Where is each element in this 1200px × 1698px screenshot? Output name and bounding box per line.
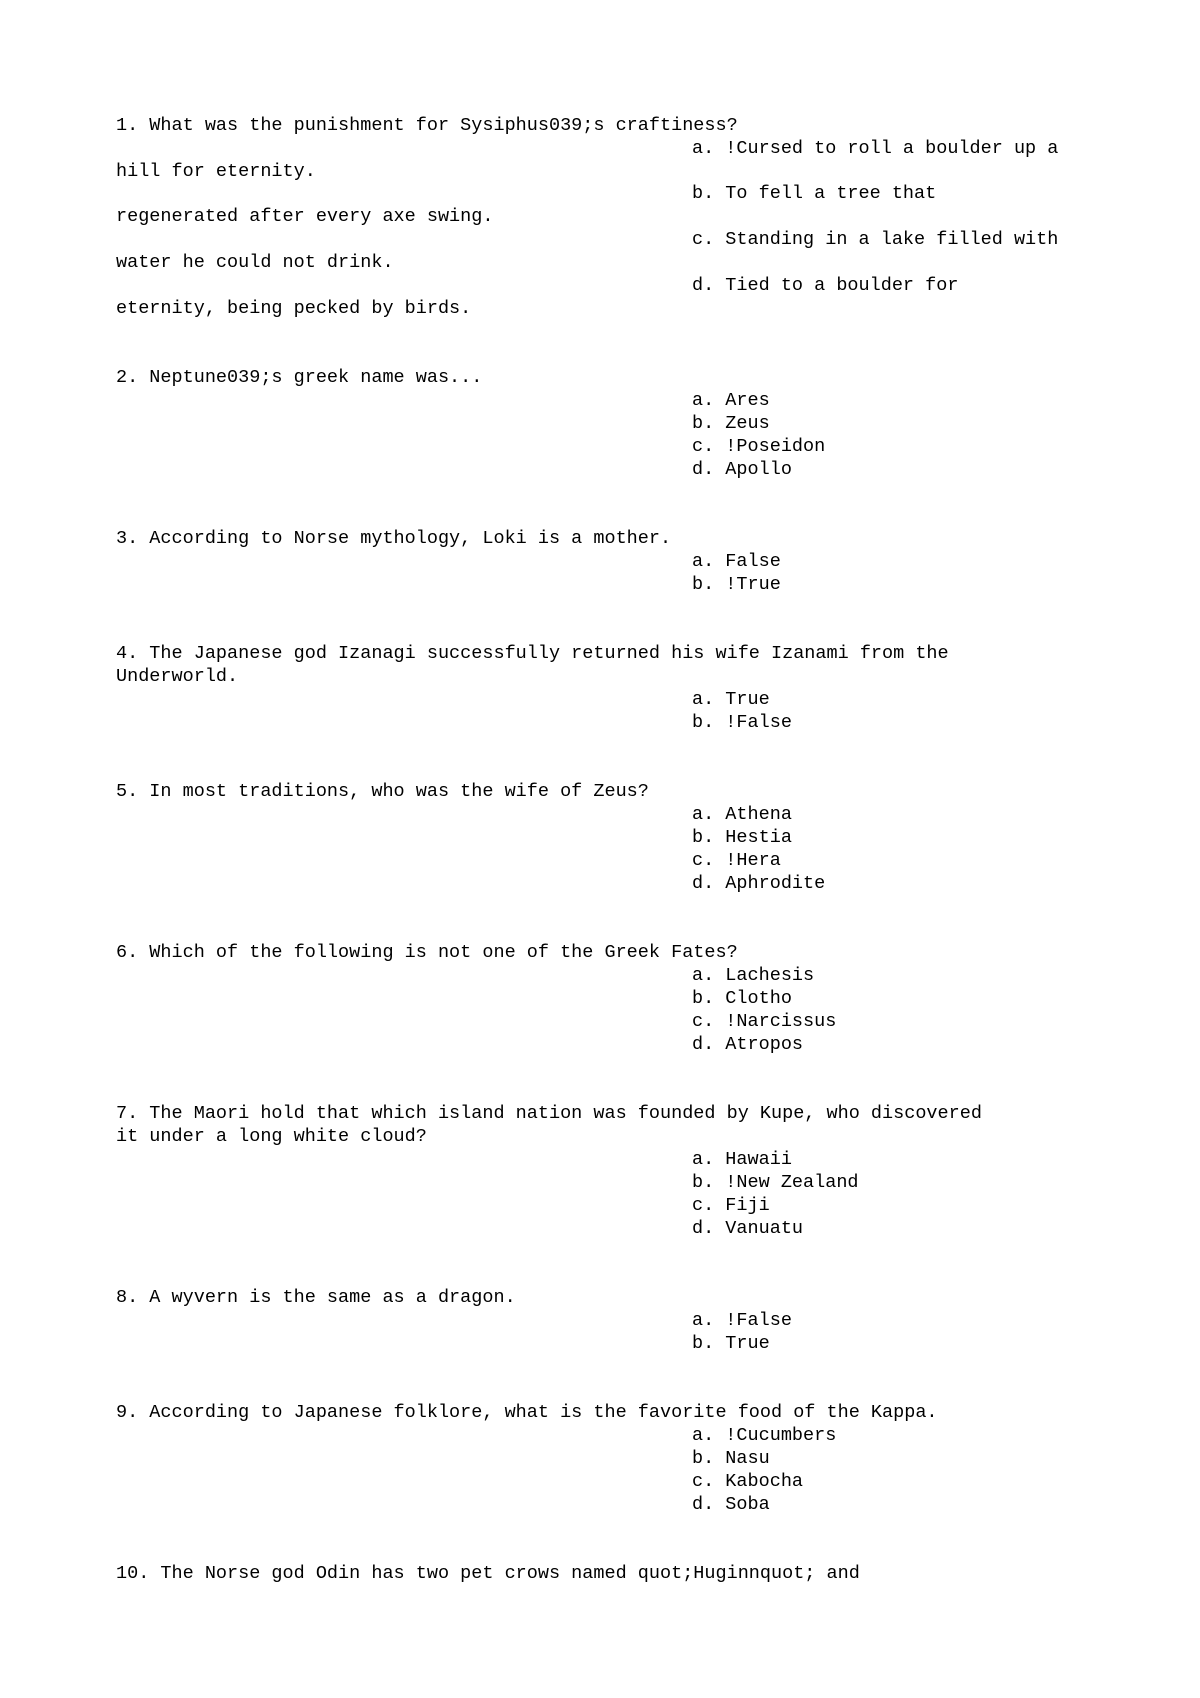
question-3-option-b: b. !True [692,574,781,595]
question-1-option-a-continued: hill for eternity. [116,161,316,182]
question-8-text: 8. A wyvern is the same as a dragon. [116,1287,516,1308]
question-3-text: 3. According to Norse mythology, Loki is a mother. [116,528,672,549]
question-1-option-d-continued: eternity, being pecked by birds. [116,298,472,319]
question-5-text: 5. In most traditions, who was the wife of Zeus? [116,781,649,802]
question-1-option-b: b. To fell a tree that [692,183,937,204]
question-7-text-continued: it under a long white cloud? [116,1126,427,1147]
question-8-option-a: a. !False [692,1310,792,1331]
question-7-option-d: d. Vanuatu [692,1218,804,1239]
question-7-text: 7. The Maori hold that which island nation was founded by Kupe, who discovered [116,1103,982,1124]
question-5-option-c: c. !Hera [692,850,781,871]
question-6-option-b: b. Clotho [692,988,792,1009]
question-5-option-a: a. Athena [692,804,792,825]
question-9-option-a: a. !Cucumbers [692,1425,837,1446]
question-8-option-b: b. True [692,1333,770,1354]
question-3-option-a: a. False [692,551,781,572]
question-6-text: 6. Which of the following is not one of the Greek Fates? [116,942,738,963]
question-9-option-b: b. Nasu [692,1448,770,1469]
question-5-option-b: b. Hestia [692,827,792,848]
question-1-option-d: d. Tied to a boulder for [692,275,959,296]
question-6-option-c: c. !Narcissus [692,1011,837,1032]
question-7-option-c: c. Fiji [692,1195,770,1216]
question-4-text-continued: Underworld. [116,666,239,687]
question-4-text: 4. The Japanese god Izanagi successfully returned his wife Izanami from the [116,643,949,664]
question-2-text: 2. Neptune039;s greek name was... [116,367,483,388]
question-2-option-c: c. !Poseidon [692,436,826,457]
question-2-option-d: d. Apollo [692,459,792,480]
question-2-option-b: b. Zeus [692,413,770,434]
question-10-text: 10. The Norse god Odin has two pet crows named quot;Huginnquot; and [116,1563,860,1584]
question-6-option-a: a. Lachesis [692,965,815,986]
question-5-option-d: d. Aphrodite [692,873,826,894]
question-1-option-a: a. !Cursed to roll a boulder up a [692,138,1059,159]
question-9-option-d: d. Soba [692,1494,770,1515]
question-1-option-c: c. Standing in a lake filled with [692,229,1059,250]
question-1-option-c-continued: water he could not drink. [116,252,394,273]
question-2-option-a: a. Ares [692,390,770,411]
question-9-text: 9. According to Japanese folklore, what is the favorite food of the Kappa. [116,1402,938,1423]
question-7-option-b: b. !New Zealand [692,1172,859,1193]
question-4-option-a: a. True [692,689,770,710]
question-4-option-b: b. !False [692,712,792,733]
question-7-option-a: a. Hawaii [692,1149,792,1170]
question-6-option-d: d. Atropos [692,1034,804,1055]
question-1-text: 1. What was the punishment for Sysiphus039;s craftiness? [116,115,738,136]
question-1-option-b-continued: regenerated after every axe swing. [116,206,494,227]
question-9-option-c: c. Kabocha [692,1471,804,1492]
